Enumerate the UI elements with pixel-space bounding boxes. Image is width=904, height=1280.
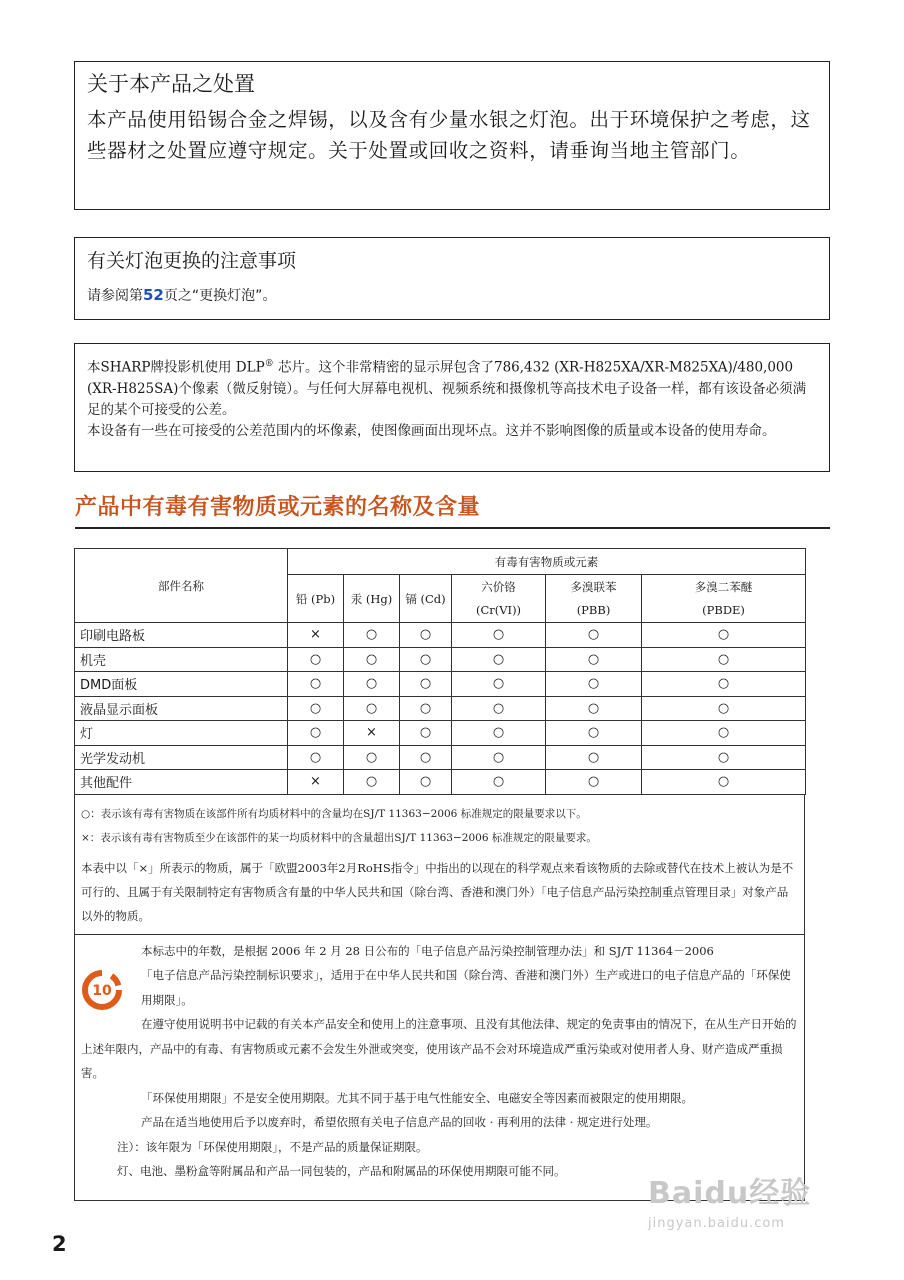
cell-value: × — [288, 623, 344, 648]
environmental-protection-use-period-logo — [81, 969, 123, 1011]
cell-value: ○ — [288, 672, 344, 697]
table-legend — [75, 795, 804, 856]
cell-value: ○ — [400, 696, 452, 721]
cell-value: ○ — [344, 745, 400, 770]
hazardous-substances-table-wrap — [74, 548, 805, 1201]
table-notes — [74, 795, 805, 935]
cell-value: ○ — [288, 696, 344, 721]
logo-number: 10 — [92, 982, 112, 999]
disposal-notice — [74, 61, 830, 210]
cell-value: ○ — [546, 745, 642, 770]
cell-value: ○ — [400, 721, 452, 746]
dlp-text-1: 本SHARP牌投影机使用 DLP — [87, 359, 265, 376]
cell-value: ○ — [344, 770, 400, 795]
page-reference-link[interactable]: 52 — [143, 286, 164, 304]
page-number: 2 — [52, 1232, 67, 1256]
epup-paragraph-2: 在遵守使用说明书中记载的有关本产品安全和使用上的注意事项、且没有其他法律、规定的免责事由的情况下，在从生产日开始的上述年限内，产品中的有毒、有害物质或元素不会发生外泄或突变，使用该产品不会对环境造成严重污染或对使用者人身、财产造成严重损害。 — [81, 1017, 797, 1080]
cell-value: ○ — [288, 721, 344, 746]
legend-cross: ×：表示该有毒有害物质至少在该部件的某一均质材料中的含量超出SJ/T 11363−2006 标准规定的限量要求。 — [81, 831, 597, 844]
disposal-title: 关于本产品之处置 — [87, 72, 255, 96]
epup-paragraph-1a: 本标志中的年数，是根据 2006 年 2 月 28 日公布的「电子信息产品污染控制管理办法」和 SJ/T 11364－2006 — [141, 943, 714, 958]
epup-note-1: 注）：该年限为「环保使用期限」，不是产品的质量保证期限。 — [117, 1139, 428, 1154]
col-header-hg: 汞 (Hg) — [344, 575, 400, 623]
col-header-pbde-sub: (PBDE) — [642, 599, 806, 623]
dlp-text-2: 芯片。这个非常精密的显示屏包含了786,432 (XR-H825XA/XR-M825XA)/480,000 (XR-H825SA)个像素（微反射镜）。与任何大屏幕电视机、视频系统和摄像机等高技术电子设备一样，都有该设备必须满足的某个可接受的公差。 — [87, 359, 807, 418]
cell-value: ○ — [546, 696, 642, 721]
cell-value: ○ — [452, 770, 546, 795]
part-name: 印刷电路板 — [75, 623, 288, 648]
watermark-brand: Baidu经验 — [648, 1176, 812, 1211]
cell-value: ○ — [400, 745, 452, 770]
lamp-notice — [74, 237, 830, 320]
part-name: 机壳 — [75, 647, 288, 672]
cell-value: ○ — [288, 647, 344, 672]
legend-circle: ○：表示该有毒有害物质在该部件所有均质材料中的含量均在SJ/T 11363−2006 标准规定的限量要求以下。 — [81, 807, 587, 820]
part-name-header: 部件名称 — [75, 549, 288, 623]
cell-value: ○ — [546, 647, 642, 672]
epup-note-2: 灯、电池、墨粉盒等附属品和产品一同包装的，产品和附属品的环保使用期限可能不同。 — [117, 1164, 566, 1178]
lamp-prefix: 请参阅第 — [87, 288, 143, 304]
watermark — [648, 1168, 811, 1231]
table-row — [75, 672, 806, 697]
cell-value: ○ — [546, 672, 642, 697]
table-row — [75, 623, 806, 648]
cell-value: ○ — [642, 696, 806, 721]
cell-value: ○ — [546, 770, 642, 795]
cell-value: ○ — [452, 721, 546, 746]
rohs-note: 本表中以「×」所表示的物质，属于「欧盟2003年2月RoHS指令」中指出的以现在的科学观点来看该物质的去除或替代在技术上被认为是不可行的、且属于有关限制特定有害物质含有量的中华人民共和国（除台湾、香港和澳门外）「电子信息产品污染控制重点管理目录」对象产品以外的物质。 — [81, 860, 794, 923]
cell-value: ○ — [400, 647, 452, 672]
epup-notice — [74, 935, 805, 1201]
table-row — [75, 696, 806, 721]
cell-value: ○ — [452, 745, 546, 770]
col-header-pbb: 多溴联苯 — [546, 575, 642, 599]
epup-paragraph-3: 「环保使用期限」不是安全使用期限。尤其不同于基于电气性能安全、电磁安全等因素而被限定的使用期限。 — [141, 1090, 693, 1105]
table-row — [75, 647, 806, 672]
hazardous-substances-table — [74, 548, 806, 795]
dlp-notice — [74, 343, 830, 472]
cell-value: ○ — [642, 647, 806, 672]
table-row — [75, 721, 806, 746]
part-name: 液晶显示面板 — [75, 696, 288, 721]
cell-value: ○ — [642, 623, 806, 648]
dlp-body — [87, 354, 817, 442]
part-name: DMD面板 — [75, 672, 288, 697]
cell-value: ○ — [344, 672, 400, 697]
cell-value: ○ — [642, 770, 806, 795]
col-header-pb: 铅 (Pb) — [288, 575, 344, 623]
epup-paragraph-1b: 「电子信息产品污染控制标识要求」，适用于在中华人民共和国（除台湾、香港和澳门外）生产或进口的电子信息产品的「环保使用期限」。 — [141, 968, 791, 1007]
cell-value: ○ — [344, 647, 400, 672]
cell-value: ○ — [452, 696, 546, 721]
cell-value: ○ — [642, 672, 806, 697]
table-row — [75, 770, 806, 795]
col-header-cd: 镉 (Cd) — [400, 575, 452, 623]
dlp-text-3: 本设备有一些在可接受的公差范围内的坏像素，使图像画面出现坏点。这并不影响图像的质量或本设备的使用寿命。 — [87, 422, 776, 439]
section-divider — [75, 527, 830, 529]
cell-value: ○ — [288, 745, 344, 770]
lamp-body — [87, 285, 817, 305]
watermark-url: jingyan.baidu.com — [648, 1216, 785, 1231]
cell-value: ○ — [400, 770, 452, 795]
part-name: 其他配件 — [75, 770, 288, 795]
section-title: 产品中有毒有害物质或元素的名称及含量 — [75, 495, 481, 520]
epup-paragraph-4: 产品在适当地使用后予以废弃时，希望依照有关电子信息产品的回收 · 再利用的法律 · 规定进行处理。 — [141, 1115, 658, 1129]
cell-value: ○ — [452, 672, 546, 697]
table-row — [75, 745, 806, 770]
cell-value: ○ — [546, 623, 642, 648]
cell-value: ○ — [452, 647, 546, 672]
cell-value: × — [344, 721, 400, 746]
registered-mark: ® — [264, 359, 274, 369]
cell-value: ○ — [344, 696, 400, 721]
disposal-body: 本产品使用铅锡合金之焊锡，以及含有少量水银之灯泡。出于环境保护之考虑，这些器材之处置应遵守规定。关于处置或回收之资料，请垂询当地主管部门。 — [87, 108, 811, 162]
cell-value: ○ — [642, 721, 806, 746]
cell-value: ○ — [344, 623, 400, 648]
col-header-pbb-sub: (PBB) — [546, 599, 642, 623]
cell-value: ○ — [400, 672, 452, 697]
cell-value: ○ — [642, 745, 806, 770]
part-name: 光学发动机 — [75, 745, 288, 770]
substances-group-header: 有毒有害物质或元素 — [288, 549, 806, 575]
cell-value: × — [288, 770, 344, 795]
col-header-cr6: 六价铬 — [452, 575, 546, 599]
part-name: 灯 — [75, 721, 288, 746]
col-header-pbde: 多溴二苯醚 — [642, 575, 806, 599]
cell-value: ○ — [400, 623, 452, 648]
col-header-cr6-sub: (Cr(VI)) — [452, 599, 546, 623]
lamp-suffix: 页之“更换灯泡”。 — [163, 288, 277, 304]
lamp-title: 有关灯泡更换的注意事项 — [87, 250, 297, 272]
cell-value: ○ — [546, 721, 642, 746]
cell-value: ○ — [452, 623, 546, 648]
